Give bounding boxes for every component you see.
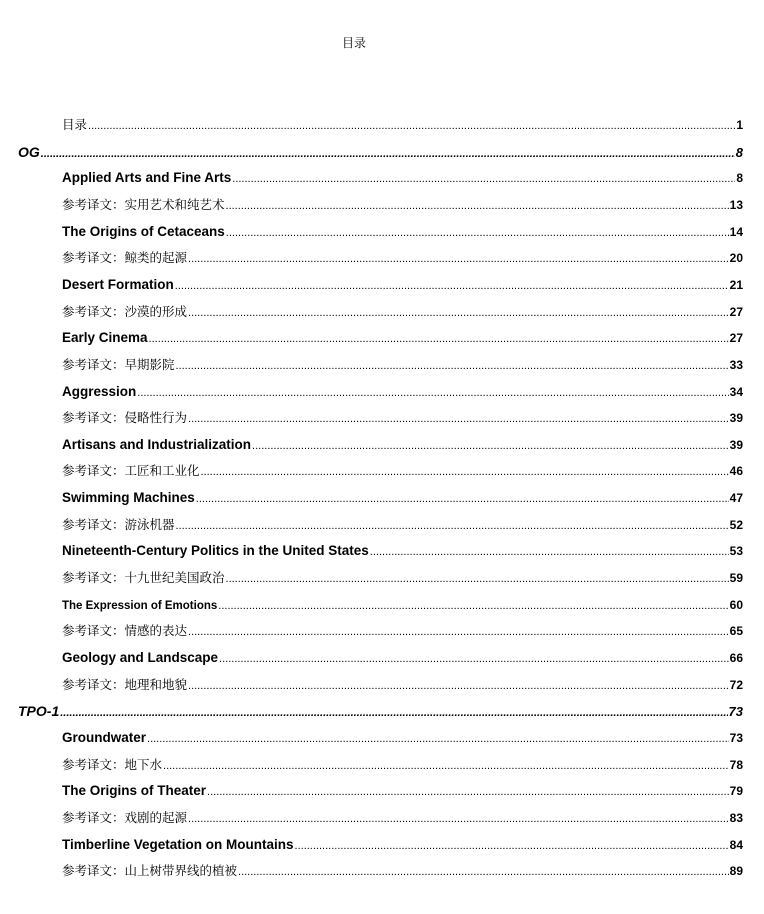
toc-entry[interactable] [62,780,743,802]
toc-entry-title: Geology and Landscape [62,650,219,665]
toc-entry-title: 参考译文：情感的表达 [62,623,188,639]
toc-dot-leader [196,488,729,509]
toc-page-number: 83 [729,810,743,825]
toc-dot-leader [163,755,729,776]
toc-page-number: 27 [729,331,743,346]
toc-page-number: 47 [729,491,743,506]
toc-entry-title: Nineteenth-Century Politics in the United States [62,543,369,559]
toc-entry[interactable] [62,540,743,562]
page-header-title: 目录 [341,36,366,50]
toc-dot-leader [207,781,729,802]
toc-dot-leader [226,195,729,216]
toc-dot-leader [226,222,729,243]
toc-entry-title: Aggression [62,383,137,399]
toc-entry[interactable] [62,860,743,882]
toc-page-number: 33 [729,357,743,372]
toc-entry[interactable] [62,221,743,243]
toc-entry[interactable] [62,114,743,136]
toc-page-number: 73 [729,730,743,745]
toc-entry-title: 参考译文：游泳机器 [62,516,175,532]
toc-entry-title: 参考译文：地理和地貌 [62,676,188,692]
toc-entry-title: Desert Formation [62,276,174,292]
toc-page-number: 60 [729,597,743,612]
toc-entry-title: 参考译文：山上树带界线的植被 [62,863,238,879]
toc-page-number: 78 [729,757,743,772]
toc-page-number: 72 [729,677,743,692]
toc-entry[interactable] [62,167,743,189]
toc-entry-title: TPO-1 [18,703,60,720]
toc-entry[interactable] [62,834,743,856]
toc-page-number: 34 [729,384,743,399]
toc-entry-title: OG [18,143,40,160]
toc-page-number: 1 [736,118,743,132]
toc-entry[interactable] [62,674,743,696]
toc-entry[interactable] [62,354,743,376]
toc-entry-title: 参考译文：侵略性行为 [62,410,188,426]
toc-page-number: 89 [729,864,743,879]
toc-entry[interactable] [62,460,743,482]
toc-page-number: 84 [729,837,743,852]
toc-dot-leader [149,328,729,349]
toc-dot-leader [137,382,728,403]
toc-dot-leader [188,808,729,829]
toc-entry[interactable] [62,407,743,429]
toc-dot-leader [188,408,729,429]
toc-entry-title: The Origins of Theater [62,783,207,799]
toc-page-number: 21 [729,277,743,292]
toc-entry[interactable] [62,620,743,642]
toc-dot-leader [176,355,729,376]
toc-page-number: 39 [729,411,743,426]
toc-dot-leader [60,702,727,722]
toc-page-number: 79 [729,784,743,799]
toc-entry[interactable] [62,487,743,509]
toc-dot-leader [176,515,729,536]
toc-dot-leader [188,248,729,269]
toc-entry[interactable] [62,647,743,669]
toc-dot-leader [219,648,729,669]
toc-entry-title: 参考译文：戏剧的起源 [62,809,188,825]
toc-page-number: 73 [728,704,743,720]
toc-entry-title: Swimming Machines [62,490,195,506]
toc-entry[interactable] [62,381,743,403]
toc-dot-leader [188,621,729,642]
toc-entry[interactable] [62,194,743,216]
toc-entry-title: 参考译文：早期影院 [62,356,175,372]
toc-entry[interactable] [62,514,743,536]
toc-entry-title: 参考译文：工匠和工业化 [62,463,200,479]
toc-entry-title: The Expression of Emotions [62,599,218,612]
toc-page-number: 14 [729,224,743,239]
toc-entry[interactable] [62,594,743,616]
toc-entry[interactable] [62,301,743,323]
toc-page-number: 39 [729,437,743,452]
toc-page-number: 65 [729,624,743,639]
toc-section-entry[interactable] [18,141,743,163]
toc-dot-leader [238,861,729,882]
toc-entry[interactable] [62,567,743,589]
toc-page-number: 46 [729,464,743,479]
toc-section-entry[interactable] [18,700,743,722]
toc-page-number: 20 [729,251,743,266]
toc-page-number: 52 [729,517,743,532]
toc-dot-leader [175,275,729,296]
toc-entry-title: Early Cinema [62,330,148,346]
toc-dot-leader [232,168,735,189]
toc-entry-title: 参考译文：沙漠的形成 [62,303,188,319]
toc-dot-leader [147,728,729,749]
toc-dot-leader [188,302,729,323]
toc-page-number: 13 [729,197,743,212]
toc-dot-leader [88,115,735,136]
toc-entry[interactable] [62,727,743,749]
toc-entry-title: 目录 [62,117,88,132]
toc-entry-title: 参考译文：鲸类的起源 [62,250,188,266]
toc-entry-title: The Origins of Cetaceans [62,223,225,239]
toc-entry-title: Groundwater [62,729,147,745]
toc-dot-leader [188,675,729,696]
toc-page-number: 8 [736,171,743,186]
toc-page-number: 27 [729,304,743,319]
toc-page-number: 8 [735,144,743,160]
toc-entry-title: Timberline Vegetation on Mountains [62,836,294,852]
toc-entry[interactable] [62,327,743,349]
toc-dot-leader [295,835,729,856]
toc-entry-title: Applied Arts and Fine Arts [62,170,232,186]
toc-dot-leader [41,143,735,163]
toc-entry[interactable] [62,807,743,829]
toc-entry[interactable] [62,434,743,456]
toc-dot-leader [370,541,729,562]
toc-entry-title: Artisans and Industrialization [62,436,252,452]
toc-dot-leader [226,568,729,589]
toc-dot-leader [252,435,729,456]
toc-dot-leader [201,461,729,482]
toc-page-number: 53 [729,544,743,559]
toc-page-number: 59 [729,571,743,586]
toc-entry[interactable] [62,754,743,776]
toc-entry-title: 参考译文：地下水 [62,756,163,772]
toc-entry[interactable] [62,274,743,296]
toc-entry-title: 参考译文：十九世纪美国政治 [62,570,225,586]
toc-page-number: 66 [729,651,743,665]
toc-dot-leader [218,595,728,616]
toc-entry[interactable] [62,247,743,269]
toc-entry-title: 参考译文：实用艺术和纯艺术 [62,196,225,212]
